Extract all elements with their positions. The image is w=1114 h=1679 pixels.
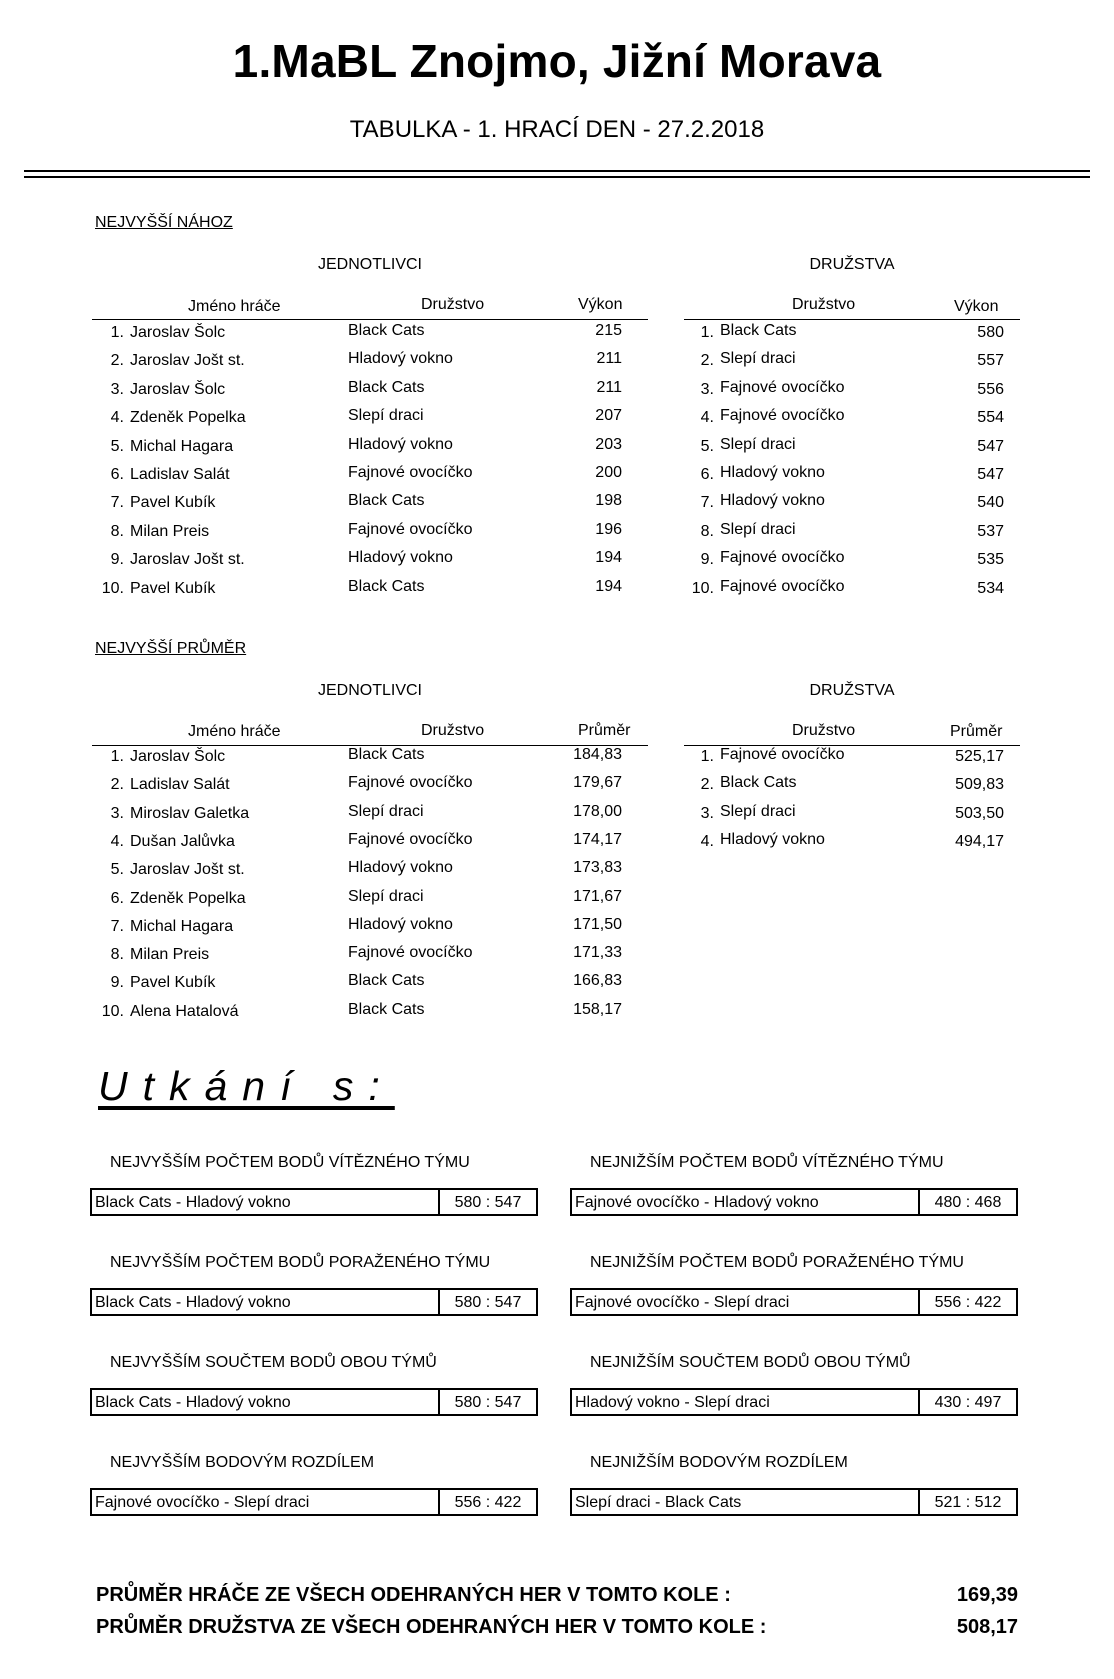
prumer-individuals-title: JEDNOTLIVCI	[317, 682, 422, 699]
match-score: 556 : 422	[918, 1290, 1016, 1314]
rank-cell: 3.	[110, 804, 124, 822]
team-cell: Slepí draci	[720, 435, 796, 453]
player-average-value: 169,39	[956, 1584, 1018, 1606]
match-teams: Fajnové ovocíčko - Slepí draci	[95, 1494, 310, 1511]
value-cell: 194	[595, 549, 622, 567]
team-cell: Slepí draci	[348, 407, 424, 425]
value-cell: 503,50	[955, 804, 1004, 822]
rank-cell: 1.	[700, 324, 714, 341]
match-box	[90, 1388, 538, 1416]
value-cell: 178,00	[573, 802, 622, 820]
match-teams: Fajnové ovocíčko - Hladový vokno	[575, 1194, 819, 1211]
rank-cell: 3.	[700, 380, 714, 398]
match-box	[90, 1188, 538, 1216]
rank-cell: 4.	[700, 409, 714, 427]
match-teams: Black Cats - Hladový vokno	[95, 1194, 291, 1211]
prumer-col-name: Jméno hráče	[188, 723, 281, 740]
player-name-cell: Milan Preis	[130, 522, 210, 540]
team-cell: Fajnové ovocíčko	[720, 549, 845, 567]
team-cell: Slepí draci	[348, 802, 424, 820]
team-cell: Fajnové ovocíčko	[348, 464, 473, 481]
rank-cell: 2.	[700, 776, 714, 794]
rank-cell: 7.	[110, 917, 124, 935]
page-subtitle: TABULKA - 1. HRACÍ DEN - 27.2.2018	[349, 116, 765, 143]
match-heading: NEJNIŽŠÍM POČTEM BODŮ VÍTĚZNÉHO TÝMU	[590, 1154, 944, 1171]
rank-cell: 9.	[110, 974, 124, 992]
match-box	[90, 1488, 538, 1516]
value-cell: 194	[595, 577, 622, 595]
rank-cell: 1.	[110, 748, 124, 765]
rank-cell: 5.	[110, 861, 124, 879]
team-cell: Fajnové ovocíčko	[720, 577, 845, 595]
value-cell: 198	[595, 492, 622, 510]
player-name-cell: Milan Preis	[130, 946, 210, 964]
value-cell: 158,17	[573, 1000, 622, 1018]
team-cell: Fajnové ovocíčko	[348, 774, 473, 792]
value-cell: 200	[595, 464, 622, 481]
match-score: 521 : 512	[918, 1490, 1016, 1514]
prumer-teams-col-value: Průměr	[950, 723, 1003, 740]
player-name-cell: Pavel Kubík	[130, 494, 216, 512]
value-cell: 207	[595, 407, 622, 425]
rank-cell: 10.	[691, 579, 714, 597]
match-box	[570, 1188, 1018, 1216]
value-cell: 203	[595, 435, 622, 453]
value-cell: 556	[977, 380, 1004, 398]
player-name-cell: Jaroslav Šolc	[130, 324, 226, 341]
player-name-cell: Zdeněk Popelka	[130, 889, 246, 907]
team-cell: Black Cats	[348, 577, 425, 595]
rank-cell: 4.	[110, 832, 124, 850]
player-name-cell: Dušan Jalůvka	[130, 832, 235, 850]
team-cell: Hladový vokno	[720, 464, 825, 481]
match-heading: NEJVYŠŠÍM SOUČTEM BODŮ OBOU TÝMŮ	[110, 1354, 437, 1371]
value-cell: 509,83	[955, 776, 1004, 794]
value-cell: 535	[977, 551, 1004, 569]
rank-cell: 6.	[700, 466, 714, 483]
match-heading: NEJNIŽŠÍM BODOVÝM ROZDÍLEM	[590, 1454, 848, 1471]
team-cell: Fajnové ovocíčko	[720, 407, 845, 425]
player-name-cell: Ladislav Salát	[130, 466, 230, 483]
value-cell: 554	[977, 409, 1004, 427]
value-cell: 494,17	[955, 832, 1004, 850]
rank-cell: 3.	[110, 380, 124, 398]
team-cell: Slepí draci	[720, 350, 796, 368]
rank-cell: 9.	[700, 551, 714, 569]
match-teams: Slepí draci - Black Cats	[575, 1494, 742, 1511]
nahoz-teams-title: DRUŽSTVA	[809, 256, 895, 273]
section-title-nahoz: NEJVYŠŠÍ NÁHOZ	[95, 214, 233, 231]
value-cell: 179,67	[573, 774, 622, 792]
page-title: 1.MaBL Znojmo, Jižní Morava	[232, 35, 882, 87]
match-score: 580 : 547	[438, 1290, 536, 1314]
rank-cell: 9.	[110, 551, 124, 569]
team-cell: Fajnové ovocíčko	[348, 944, 473, 962]
team-cell: Black Cats	[348, 492, 425, 510]
player-name-cell: Jaroslav Jošt st.	[130, 861, 245, 879]
rank-cell: 7.	[700, 494, 714, 512]
rank-cell: 1.	[700, 748, 714, 765]
team-cell: Slepí draci	[720, 802, 796, 820]
team-cell: Hladový vokno	[348, 350, 453, 368]
rank-cell: 1.	[110, 324, 124, 341]
team-average-value: 508,17	[956, 1616, 1018, 1638]
player-name-cell: Michal Hagara	[130, 437, 234, 455]
rank-cell: 2.	[110, 776, 124, 794]
value-cell: 547	[977, 437, 1004, 455]
value-cell: 215	[595, 322, 622, 339]
match-heading: NEJNIŽŠÍM SOUČTEM BODŮ OBOU TÝMŮ	[590, 1354, 911, 1371]
match-box	[570, 1388, 1018, 1416]
rank-cell: 6.	[110, 889, 124, 907]
match-heading: NEJVYŠŠÍM POČTEM BODŮ VÍTĚZNÉHO TÝMU	[110, 1154, 470, 1171]
nahoz-teams-col-team: Družstvo	[792, 296, 856, 313]
matches-title: Utkání s:	[98, 1063, 395, 1109]
team-cell: Black Cats	[720, 322, 797, 339]
rank-cell: 7.	[110, 494, 124, 512]
player-name-cell: Alena Hatalová	[130, 1002, 239, 1020]
player-name-cell: Jaroslav Šolc	[130, 380, 226, 398]
team-cell: Fajnové ovocíčko	[348, 520, 473, 538]
value-cell: 171,67	[573, 887, 622, 905]
value-cell: 525,17	[955, 748, 1004, 765]
match-heading: NEJVYŠŠÍM POČTEM BODŮ PORAŽENÉHO TÝMU	[110, 1254, 491, 1271]
team-cell: Fajnové ovocíčko	[720, 746, 845, 763]
value-cell: 580	[977, 324, 1004, 341]
match-teams: Black Cats - Hladový vokno	[95, 1294, 291, 1311]
rank-cell: 2.	[700, 352, 714, 370]
prumer-col-value: Průměr	[578, 722, 631, 739]
player-name-cell: Pavel Kubík	[130, 974, 216, 992]
prumer-teams-title: DRUŽSTVA	[809, 682, 895, 699]
prumer-col-team: Družstvo	[421, 722, 485, 739]
rank-cell: 6.	[110, 466, 124, 483]
team-cell: Hladový vokno	[348, 859, 453, 877]
rank-cell: 5.	[700, 437, 714, 455]
team-cell: Black Cats	[348, 972, 425, 990]
team-cell: Hladový vokno	[720, 492, 825, 510]
value-cell: 534	[977, 579, 1004, 597]
value-cell: 166,83	[573, 972, 622, 990]
team-cell: Hladový vokno	[348, 435, 453, 453]
team-cell: Fajnové ovocíčko	[348, 830, 473, 848]
nahoz-individuals-title: JEDNOTLIVCI	[317, 256, 422, 273]
nahoz-col-team: Družstvo	[421, 296, 485, 313]
team-cell: Black Cats	[720, 774, 797, 792]
team-cell: Hladový vokno	[720, 830, 825, 848]
nahoz-individuals-header-line	[92, 319, 648, 320]
nahoz-col-name: Jméno hráče	[188, 298, 281, 315]
match-box	[570, 1288, 1018, 1316]
value-cell: 211	[596, 350, 622, 368]
rank-cell: 10.	[101, 1002, 124, 1020]
prumer-teams-col-team: Družstvo	[792, 722, 856, 739]
rank-cell: 4.	[700, 832, 714, 850]
match-score: 556 : 422	[438, 1490, 536, 1514]
rank-cell: 5.	[110, 437, 124, 455]
team-cell: Black Cats	[348, 1000, 425, 1018]
value-cell: 557	[977, 352, 1004, 370]
team-cell: Hladový vokno	[348, 915, 453, 933]
match-teams: Black Cats - Hladový vokno	[95, 1394, 291, 1411]
match-box	[570, 1488, 1018, 1516]
header-divider-bottom	[24, 176, 1090, 178]
player-name-cell: Jaroslav Jošt st.	[130, 551, 245, 569]
value-cell: 196	[595, 520, 622, 538]
value-cell: 173,83	[573, 859, 622, 877]
section-title-prumer: NEJVYŠŠÍ PRŮMĚR	[95, 640, 247, 657]
rank-cell: 8.	[700, 522, 714, 540]
player-name-cell: Zdeněk Popelka	[130, 409, 246, 427]
rank-cell: 10.	[101, 579, 124, 597]
match-score: 580 : 547	[438, 1390, 536, 1414]
team-cell: Slepí draci	[720, 520, 796, 538]
nahoz-col-value: Výkon	[578, 296, 623, 313]
player-average-label: PRŮMĚR HRÁČE ZE VŠECH ODEHRANÝCH HER V TOMTO KOLE :	[96, 1584, 731, 1606]
rank-cell: 2.	[110, 352, 124, 370]
player-name-cell: Jaroslav Šolc	[130, 748, 226, 765]
header-divider-top	[24, 170, 1090, 172]
value-cell: 171,50	[573, 915, 622, 933]
team-cell: Fajnové ovocíčko	[720, 378, 845, 396]
rank-cell: 8.	[110, 946, 124, 964]
value-cell: 174,17	[573, 830, 622, 848]
match-score: 580 : 547	[438, 1190, 536, 1214]
team-cell: Black Cats	[348, 378, 425, 396]
value-cell: 211	[596, 378, 622, 396]
rank-cell: 3.	[700, 804, 714, 822]
player-name-cell: Michal Hagara	[130, 917, 234, 935]
team-cell: Hladový vokno	[348, 549, 453, 567]
nahoz-teams-col-value: Výkon	[954, 298, 999, 315]
team-cell: Black Cats	[348, 322, 425, 339]
team-average-label: PRŮMĚR DRUŽSTVA ZE VŠECH ODEHRANÝCH HER V TOMTO KOLE :	[96, 1616, 767, 1638]
match-teams: Hladový vokno - Slepí draci	[575, 1394, 770, 1411]
rank-cell: 4.	[110, 409, 124, 427]
value-cell: 184,83	[573, 746, 622, 763]
value-cell: 171,33	[573, 944, 622, 962]
player-name-cell: Ladislav Salát	[130, 776, 230, 794]
value-cell: 547	[977, 466, 1004, 483]
player-name-cell: Pavel Kubík	[130, 579, 216, 597]
team-cell: Slepí draci	[348, 887, 424, 905]
nahoz-teams-header-line	[684, 319, 1020, 320]
value-cell: 537	[977, 522, 1004, 540]
match-teams: Fajnové ovocíčko - Slepí draci	[575, 1294, 790, 1311]
value-cell: 540	[977, 494, 1004, 512]
rank-cell: 8.	[110, 522, 124, 540]
player-name-cell: Jaroslav Jošt st.	[130, 352, 245, 370]
team-cell: Black Cats	[348, 746, 425, 763]
match-heading: NEJNIŽŠÍM POČTEM BODŮ PORAŽENÉHO TÝMU	[590, 1254, 964, 1271]
player-name-cell: Miroslav Galetka	[130, 804, 250, 822]
match-score: 430 : 497	[918, 1390, 1016, 1414]
match-score: 480 : 468	[918, 1190, 1016, 1214]
match-heading: NEJVYŠŠÍM BODOVÝM ROZDÍLEM	[110, 1454, 375, 1471]
match-box	[90, 1288, 538, 1316]
